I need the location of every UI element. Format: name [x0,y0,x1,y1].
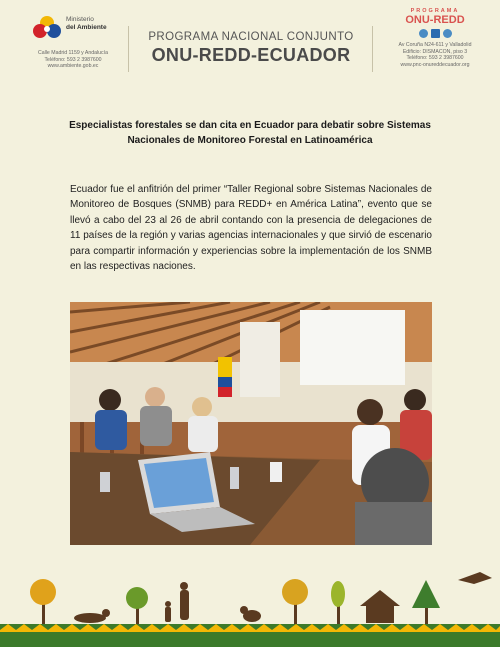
onu-redd-logo [380,8,490,68]
program-brand: ONU-REDD [405,14,465,26]
ministry-contact [18,50,128,70]
article-paragraph: Ecuador fue el anfitrión del primer “Taller Regional sobre Sistemas Nacionales de Monitoreo de Bosques (SNMB) para REDD+ en América Latina”, evento que se llevó a cabo del 23 al 26 de abril contando con la presencia de delegaciones de 11 países de la región y varias agencias internacionales y que sirvió de escenario para compartir información y experiencias sobre la implementación de los SNMB en las respectivas naciones. [70,184,432,273]
program-title [135,31,367,66]
letterhead [0,0,500,88]
nature-silhouettes-illustration [0,568,500,647]
ministry-address: Calle Madrid 1159 y Andalucía [38,50,108,56]
footer-illustration [0,568,500,647]
headline-line-2: Nacionales de Monitoreo Forestal en Latinoamérica [127,135,373,146]
program-address-2: Edificio: DISMACON, piso 3 [402,48,468,55]
program-label: PROGRAMA [410,8,460,14]
undp-icon [431,29,440,38]
program-title-line2: ONU-REDD-ECUADOR [151,45,351,65]
fao-icon [419,29,428,38]
program-phone: Teléfono: 593 2 3987600 [406,55,464,62]
headline-line-1: Especialistas forestales se dan cita en Ecuador para debatir sobre Sistemas [69,120,431,131]
program-address-1: Av Coruña N24-611 y Valladolid [398,42,472,48]
ministry-name: Ministerio del Ambiente [66,16,107,31]
program-web: www.pnc-onureddecuador.org [400,61,470,68]
program-title-line1: PROGRAMA NACIONAL CONJUNTO [148,31,354,43]
header-divider-right [372,26,373,72]
program-contact [380,42,490,68]
unep-icon [443,29,452,38]
workshop-photo-illustration [70,302,432,545]
ministry-flower-icon [32,14,62,44]
ministry-phone: Teléfono: 593 2 3987600 [44,56,102,63]
ministry-web: www.ambiente.gob.ec [47,63,99,70]
header-divider-left [128,26,129,72]
un-agency-icons [380,29,490,38]
article-headline [60,118,440,148]
workshop-photo [70,302,432,545]
